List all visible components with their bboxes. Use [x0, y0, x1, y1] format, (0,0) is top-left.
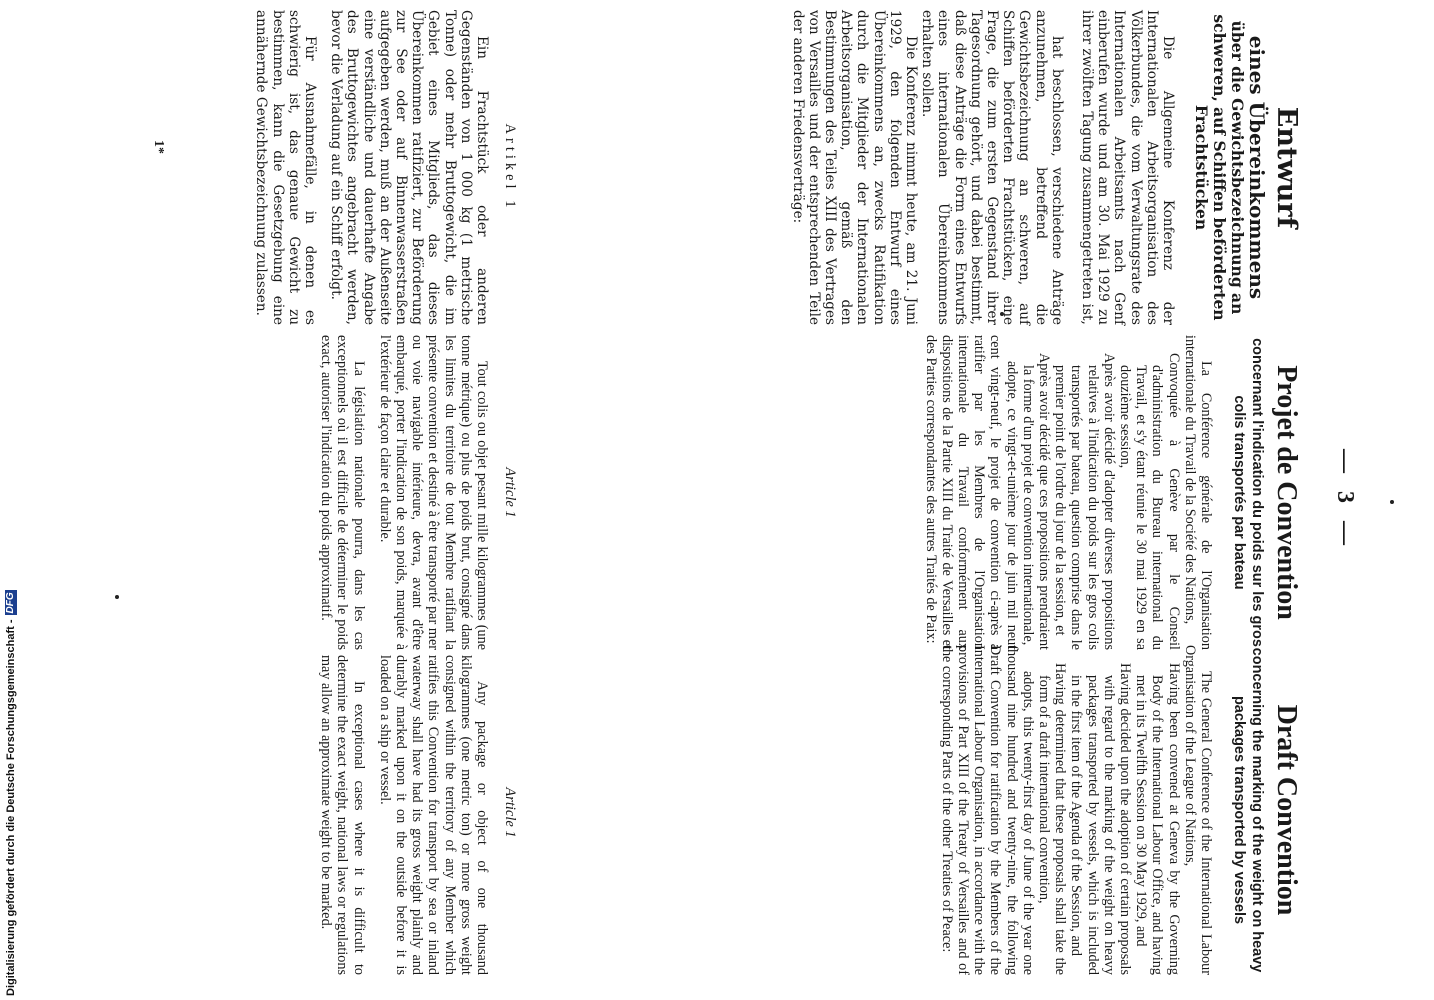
german-subtitle-main: eines Übereinkommens	[1245, 35, 1269, 300]
german-article-p2: Für Ausnahmefälle, in denen es schwierig ist, das genaue Gewicht zu bestimmen, kann die Gesetzgebung eine annähernde Gewichtsbezeichnung zulassen.	[253, 10, 318, 325]
english-subtitle: concerning the marking of the weight on heavy packages transported by vessels	[1231, 647, 1265, 973]
german-preamble-1: Die Allgemeine Konferenz der Internationalen Arbeitsorganisation des Völkerbundes, die vom Verwaltungsrate des Internationalen Arbeitsamts nach Genf einberufen wurde und am 30. Mai 1929 zu ihrer zwölften Tagung zusammengetreten ist,	[1078, 10, 1176, 325]
english-preamble-4: adopts, this twenty-first day of June of the year one thousand nine hundred and twenty-nine, the following Draft Convention for ratification by the Members of the International Labour Organisation, in accordance with the provisions of Part XIII of the Treaty of Versailles and of the corresponding Parts of the other Treaties of Peace:	[938, 645, 1036, 975]
german-subtitle: über die Gewichtsbezeichnung an schweren, auf Schiffen beförderten Frachtstücken	[1192, 14, 1247, 321]
signature-mark: 1*	[151, 140, 166, 154]
english-preamble-1b: Having been convened at Geneva by the Governing Body of the International Labour Office, and having met in its Twelfth Session on 30 May 1929, and	[1133, 663, 1182, 975]
french-preamble-3: Après avoir décidé que ces propositions prendraient la forme d'un projet de convention internationale,	[1019, 353, 1052, 650]
english-preamble-3: Having determined that these proposals shall take the form of a draft international convention,	[1035, 663, 1069, 975]
german-preamble-2: hat beschlossen, verschiedene Anträge anzunehmen, betreffend die Gewichtsbezeichnung an schweren, auf Schiffen beförderten Frachtstücken, eine Frage, die zum ersten Gegenstand ihrer Tagesordnung gehört, und dabei bestimmt, daß diese Anträge die Form eines Entwurfs eines internationalen Übereinkommens erhalten sollen.	[919, 10, 1065, 325]
scan-dot	[1390, 500, 1394, 504]
german-title: Entwurf	[1271, 106, 1302, 229]
english-article-p1: Any package or object of one thousand kilogrammes (one metric ton) or more gross weight consigned within the territory of any Member which ratifies this Convention for transport by sea or inland waterway shall have had its gross weight plainly and durably marked upon it on the outside before it is loaded on a ship or vessel.	[376, 655, 490, 975]
french-subtitle: concernant l'indication du poids sur les gros colis transportés par bateau	[1231, 338, 1265, 647]
german-article-heading: Artikel 1	[502, 123, 518, 212]
german-article-body	[243, 10, 490, 325]
french-article-p1: Tout colis ou objet pesant mille kilogrammes (une tonne métrique) ou plus de poids brut, consigné dans les limites du territoire de tout Membre ratifiant la présente convention et destiné à être transporté par mer ou voie navigable intérieure, devra, avant d'être embarqué, porter l'indication de son poids, marquée à l'extérieur de façon claire et durable.	[376, 335, 490, 650]
english-article-body	[308, 655, 490, 975]
german-article-p1: Ein Frachtstück oder anderen Gegenständen von 1 000 kg (1 metrische Tonne) oder mehr Bruttogewicht, die im Gebiet eines Mitglieds, das dieses Übereinkommen ratifiziert, zur Beförderung zur See oder auf Binnenwasserstraßen aufgegeben werden, muß an der Außenseite eine verständliche und dauerhafte Angabe des Bruttogewichtes angebracht werden, bevor die Verladung auf ein Schiff erfolgt.	[328, 10, 490, 325]
french-article-body	[308, 335, 490, 650]
english-article-heading: Article 1	[502, 787, 518, 838]
digitization-credit	[0, 0, 22, 1000]
english-article-p2: In exceptional cases where it is difficult to determine the exact weight, national laws or regulations may allow an approximate weight to be marked.	[318, 655, 367, 975]
english-preamble-2: Having decided upon the adoption of certain proposals with regard to the marking of the weight on heavy packages transported by vessels, which is included in the first item of the Agenda of the Session, and	[1068, 663, 1133, 975]
french-article-heading: Article 1	[502, 467, 518, 518]
french-title: Projet de Convention	[1271, 365, 1302, 620]
french-preamble-4: adopte, ce vingt-et-unième jour de juin mil neuf cent vingt-neuf, le projet de convention ci-après à ratifier par les Membres de l'Organisation internationale du Travail conformément aux dispositions de la Partie XIII du Traité de Versailles et des Parties correspondantes des autres Traités de Paix:	[922, 335, 1020, 650]
english-column	[939, 645, 1302, 975]
dfg-logo: DFG	[5, 592, 16, 614]
french-preamble-2: Après avoir décidé d'adopter diverses propositions relatives à l'indication du poids sur les gros colis transportés par bateau, question comprise dans le premier point de l'ordre du jour de la session, et	[1052, 353, 1117, 650]
french-column	[922, 335, 1302, 650]
scan-dot	[115, 595, 119, 599]
german-preamble-3: Die Konferenz nimmt heute, am 21. Juni 1929, den folgenden Entwurf eines Übereinkommens an, zwecks Ratifikation durch die Mitglieder der Internationalen Arbeitsorganisation, gemäß den Bestimmungen des Teiles XIII des Vertrages von Versailles und der entsprechenden Teile der anderen Friedensverträge:	[789, 10, 919, 325]
french-article-p2: La législation nationale pourra, dans les cas exceptionnels où il est difficile de déterminer le poids exact, autoriser l'indication du poids approximatif.	[318, 335, 367, 650]
german-column	[789, 10, 1302, 325]
credit-text: Digitalisierung gefördert durch die Deutsche Forschungsgemeinschaft -	[5, 619, 17, 996]
french-preamble-1b: Convoquée à Genève par le Conseil d'administration du Bureau international du Travail, et s'y étant réunie le 30 mai 1929 en sa douzième session,	[1116, 353, 1182, 650]
english-title: Draft Convention	[1271, 704, 1302, 916]
english-preamble-1: The General Conference of the International Labour Organisation of the League of Nations,	[1181, 645, 1214, 975]
french-preamble-1: La Conférence générale de l'Organisation internationale du Travail de la Société des Nations,	[1181, 335, 1214, 650]
page-number: — 3 —	[1332, 449, 1358, 551]
